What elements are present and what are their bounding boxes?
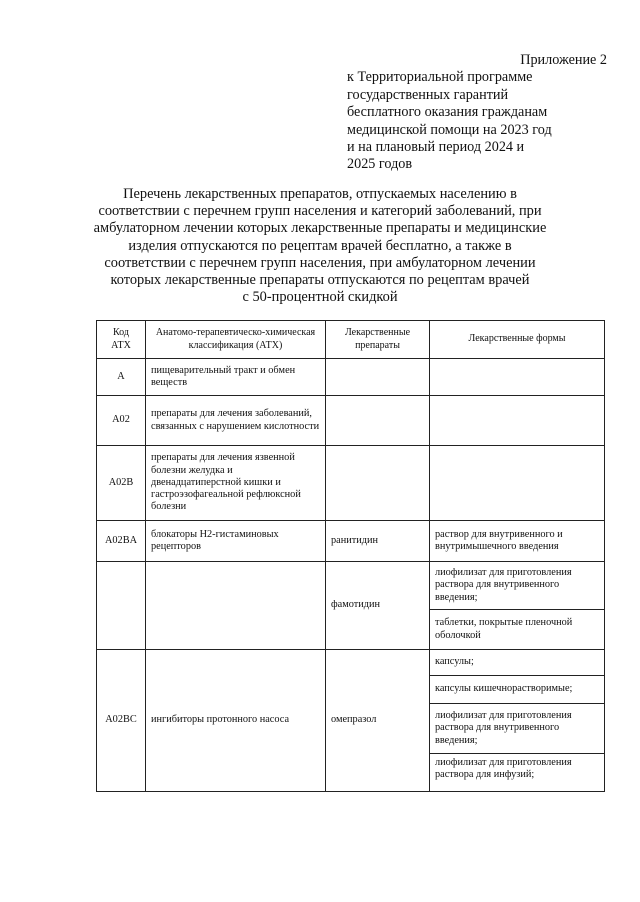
row-drug: [326, 359, 430, 396]
appendix-title: Приложение 2: [520, 52, 607, 68]
row-form: [430, 396, 605, 446]
appendix-line: 2025 годов: [347, 156, 413, 173]
row-form: капсулы кишечнорастворимые;: [430, 676, 605, 704]
row-drug: [326, 396, 430, 446]
row-form: раствор для внутривенного и внутримышечного введения: [430, 521, 605, 562]
table-header-row: [97, 321, 605, 359]
row-classification: пищеварительный тракт и обмен веществ: [146, 359, 326, 396]
appendix-line: медицинской помощи на 2023 год: [347, 121, 552, 138]
row-classification: препараты для лечения язвенной болезни желудка и двенадцатиперстной кишки и гастроэзофагеальной рефлюксной болезни: [146, 446, 326, 521]
row-form: лиофилизат для приготовления раствора для внутривенного введения;: [430, 562, 605, 610]
row-form: [430, 359, 605, 396]
table-row: [97, 446, 605, 521]
row-classification: препараты для лечения заболеваний, связанных с нарушением кислотности: [146, 396, 326, 446]
row-code: A: [97, 359, 146, 396]
row-classification: блокаторы H2-гистаминовых рецепторов: [146, 521, 326, 562]
row-code: [97, 562, 146, 650]
row-code: A02BC: [97, 650, 146, 792]
row-drug: [326, 446, 430, 521]
row-form: капсулы;: [430, 650, 605, 676]
heading-line: которых лекарственные препараты отпускаются по рецептам врачей: [110, 272, 530, 289]
header-classification: Анатомо-терапевтическо-химическая классификация (АТХ): [146, 321, 326, 359]
appendix-line: и на плановый период 2024 и: [347, 139, 525, 156]
header-forms: Лекарственные формы: [430, 321, 605, 359]
table-row: [97, 359, 605, 396]
appendix-line: бесплатного оказания гражданам: [347, 104, 548, 121]
row-classification: ингибиторы протонного насоса: [146, 650, 326, 792]
row-drug: ранитидин: [326, 521, 430, 562]
row-form: таблетки, покрытые пленочной оболочкой: [430, 610, 605, 650]
appendix-block: [347, 52, 607, 174]
row-code: A02: [97, 396, 146, 446]
heading-line: соответствии с перечнем групп населения, при амбулаторном лечении: [104, 254, 536, 271]
row-form: лиофилизат для приготовления раствора для внутривенного введения;: [430, 704, 605, 754]
heading-line: с 50-процентной скидкой: [242, 289, 398, 306]
row-code: A02B: [97, 446, 146, 521]
heading-line: Перечень лекарственных препаратов, отпускаемых населению в: [123, 186, 517, 202]
heading-line: соответствии с перечнем групп населения и категорий заболеваний, при: [98, 203, 542, 220]
row-drug: омепразол: [326, 650, 430, 792]
header-drugs: Лекарственные препараты: [326, 321, 430, 359]
table-row: [97, 521, 605, 562]
row-classification: [146, 562, 326, 650]
appendix-line: государственных гарантий: [347, 86, 509, 103]
atx-table: [96, 320, 605, 792]
header-code: Код АТХ: [97, 321, 146, 359]
row-form: [430, 446, 605, 521]
heading-line: изделия отпускаются по рецептам врачей бесплатно, а также в: [128, 237, 512, 254]
appendix-line: к Территориальной программе: [347, 69, 533, 86]
row-code: A02BA: [97, 521, 146, 562]
table-row: [97, 650, 605, 676]
row-drug: фамотидин: [326, 562, 430, 650]
row-form: лиофилизат для приготовления раствора для инфузий;: [430, 754, 605, 792]
heading-line: амбулаторном лечении которых лекарственные препараты и медицинские: [93, 220, 547, 237]
document-heading: [60, 186, 580, 306]
table-row: [97, 562, 605, 610]
table-row: [97, 396, 605, 446]
